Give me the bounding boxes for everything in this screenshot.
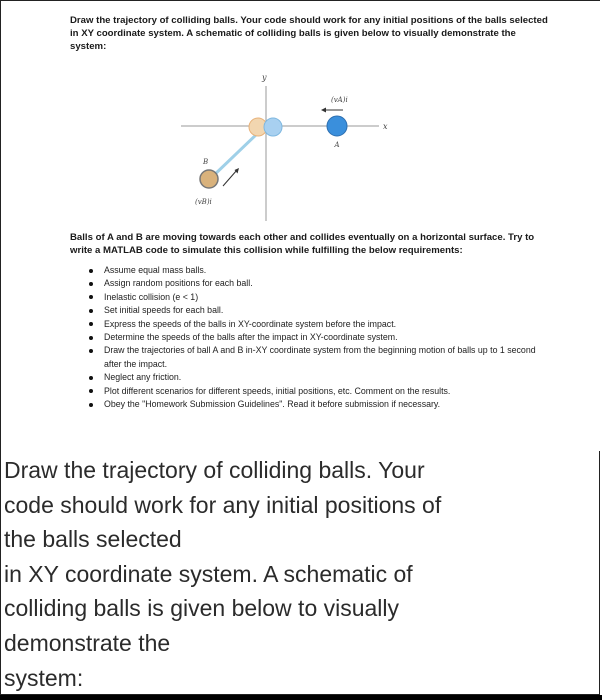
- list-item: Inelastic collision (e < 1): [70, 291, 550, 304]
- ball-a-label: A: [334, 141, 340, 149]
- va-label: (vA)i: [331, 96, 348, 104]
- y-axis-label: y: [262, 73, 267, 82]
- requirements-list: [70, 264, 550, 411]
- task-paragraph: Balls of A and B are moving towards each other and collides eventually on a horizontal surface. Try to write a MATLAB code to simulate this collision while fulfilling the below requirements:: [70, 232, 535, 256]
- text-line: Draw the trajectory of colliding balls. Your: [4, 457, 425, 483]
- text-line: code should work for any initial positions of: [4, 491, 442, 518]
- text-line: the balls selected: [4, 526, 182, 553]
- transcribed-text: [4, 453, 594, 695]
- question-image: [1, 1, 601, 451]
- list-item: Assign random positions for each ball.: [70, 277, 550, 290]
- list-item: Plot different scenarios for different speeds, initial positions, etc. Comment on the results.: [70, 385, 550, 398]
- list-item: Assume equal mass balls.: [70, 264, 550, 277]
- vb-label: (vB)i: [195, 198, 212, 206]
- bottom-border: [0, 695, 602, 700]
- list-item: Set initial speeds for each ball.: [70, 304, 550, 317]
- ball-b: [200, 170, 218, 188]
- list-item: Obey the "Homework Submission Guidelines". Read it before submission if necessary.: [70, 398, 550, 411]
- text-line: system:: [4, 664, 84, 691]
- list-item: Draw the trajectories of ball A and B in-XY coordinate system from the beginning motion of balls up to 1 second after the impact.: [70, 344, 550, 371]
- ball-a: [327, 116, 347, 136]
- ball-a-ghost: [264, 118, 282, 136]
- intro-paragraph: Draw the trajectory of colliding balls. Your code should work for any initial positions of the balls selected in XY coordinate system. A schematic of colliding balls is given below to visually demonstrate the system:: [70, 15, 548, 52]
- text-line: in XY coordinate system. A schematic of: [4, 560, 413, 587]
- collision-schematic: [151, 66, 401, 226]
- x-axis-label: x: [383, 122, 388, 131]
- va-arrowhead: [321, 108, 326, 113]
- text-line: demonstrate the: [4, 629, 171, 656]
- ball-b-path: [211, 132, 259, 178]
- list-item: Express the speeds of the balls in XY-coordinate system before the impact.: [70, 318, 550, 331]
- list-item: Determine the speeds of the balls after the impact in XY-coordinate system.: [70, 331, 550, 344]
- list-item: Neglect any friction.: [70, 371, 550, 384]
- ball-b-label: B: [203, 158, 209, 166]
- vb-arrow: [223, 170, 237, 186]
- text-line: colliding balls is given below to visually: [4, 595, 400, 622]
